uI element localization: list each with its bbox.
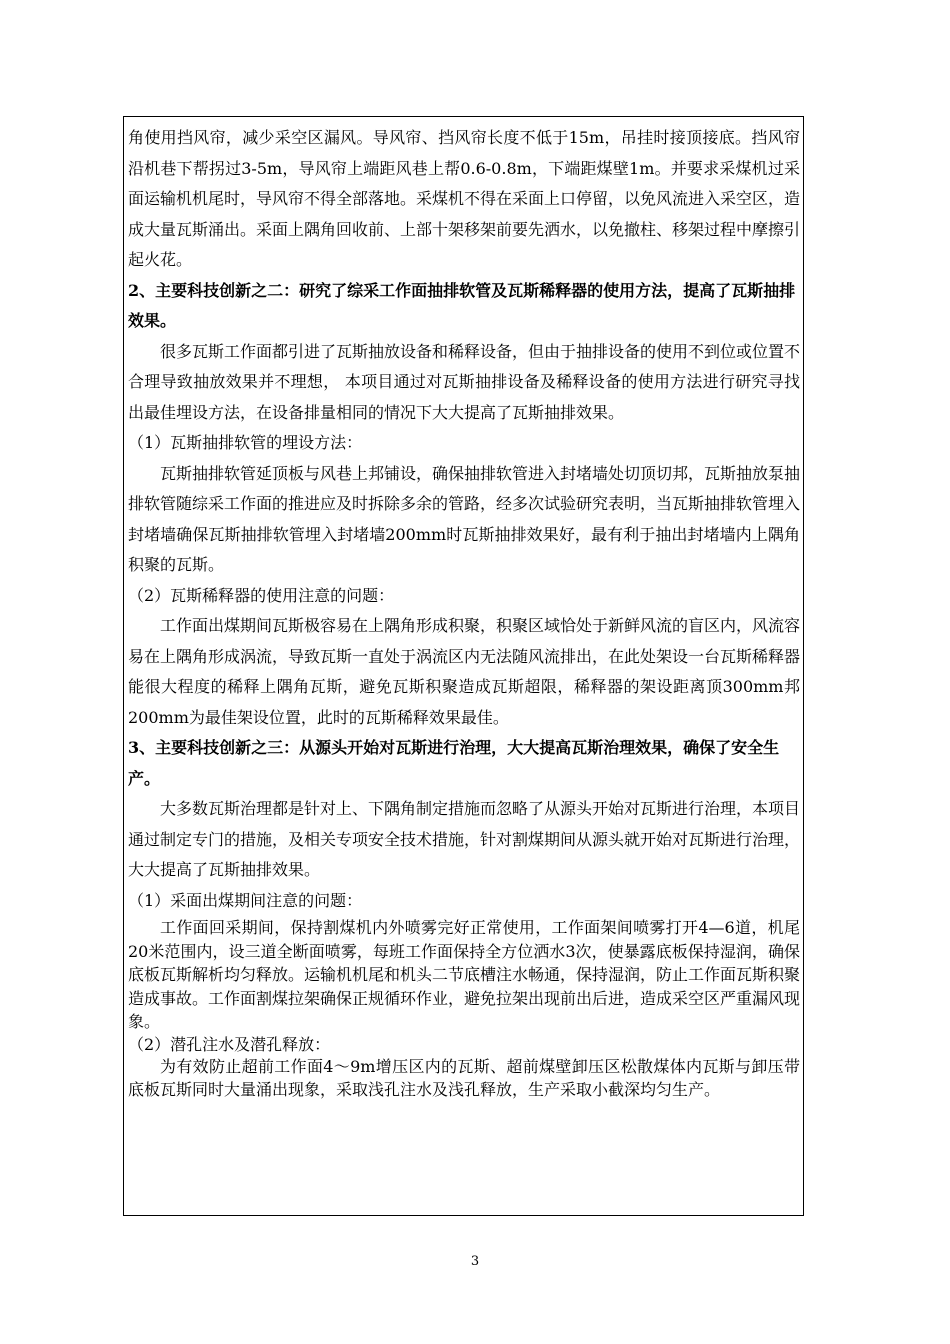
section2-sub1-paragraph: 瓦斯抽排软管延顶板与风巷上邦铺设，确保抽排软管进入封堵墙处切顶切邦，瓦斯抽放泵抽排软管随综采工作面的推进应及时拆除多余的管路，经多次试验研究表明，当瓦斯抽排软管埋入封堵墙确保瓦斯抽排软管埋入封堵墙200mm时瓦斯抽排效果好，最有利于抽出封堵墙内上隅角积聚的瓦斯。 <box>128 463 801 574</box>
document-body <box>128 123 800 1101</box>
page-number: 3 <box>470 1254 480 1269</box>
section2-sub2-title: （2）瓦斯稀释器的使用注意的问题： <box>128 585 395 605</box>
intro-paragraph: 角使用挡风帘，减少采空区漏风。导风帘、挡风帘长度不低于15m，吊挂时接顶接底。挡风帘沿机巷下帮拐过3-5m，导风帘上端距风巷上帮0.6-0.8m，下端距煤壁1m。并要求采煤机过采面运输机机尾时，导风帘不得全部落地。采煤机不得在采面上口停留，以免风流进入采空区，造成大量瓦斯涌出。采面上隅角回收前、上部十架移架前要先洒水，以免撤柱、移架过程中摩擦引起火花。 <box>128 128 801 269</box>
section2-paragraph: 很多瓦斯工作面都引进了瓦斯抽放设备和稀释设备，但由于抽排设备的使用不到位或位置不合理导致抽放效果并不理想， 本项目通过对瓦斯抽排设备及稀释设备的使用方法进行研究寻找出最佳埋设方法，在设备排量相同的情况下大大提高了瓦斯抽排效果。 <box>128 341 801 422</box>
section3-sub2-title: （2）潜孔注水及潜孔释放： <box>128 1034 331 1054</box>
section3-paragraph: 大多数瓦斯治理都是针对上、下隅角制定措施而忽略了从源头开始对瓦斯进行治理，本项目通过制定专门的措施，及相关专项安全技术措施，针对割煤期间从源头就开始对瓦斯进行治理，大大提高了瓦斯抽排效果。 <box>128 799 801 879</box>
section3-sub1-title: （1）采面出煤期间注意的问题： <box>128 890 363 910</box>
section3-heading: 3、主要科技创新之三：从源头开始对瓦斯进行治理，大大提高瓦斯治理效果，确保了安全生产。 <box>128 738 780 788</box>
section3-sub2-paragraph: 为有效防止超前工作面4～9m增压区内的瓦斯、超前煤壁卸压区松散煤体内瓦斯与卸压带底板瓦斯同时大量涌出现象，采取浅孔注水及浅孔释放，生产采取小截深均匀生产。 <box>128 1057 800 1099</box>
section2-sub2-paragraph: 工作面出煤期间瓦斯极容易在上隅角形成积聚，积聚区域恰处于新鲜风流的盲区内，风流容易在上隅角形成涡流，导致瓦斯一直处于涡流区内无法随风流排出，在此处架设一台瓦斯稀释器能很大程度的稀释上隅角瓦斯，避免瓦斯积聚造成瓦斯超限，稀释器的架设距离顶300mm邦200mm为最佳架设位置，此时的瓦斯稀释效果最佳。 <box>128 616 801 727</box>
section3-sub1-paragraph: 工作面回采期间，保持割煤机内外喷雾完好正常使用，工作面架间喷雾打开4—6道，机尾20米范围内，设三道全断面喷雾，每班工作面保持全方位洒水3次，使暴露底板保持湿润，确保底板瓦斯解析均匀释放。运输机机尾和机头二节底槽注水畅通，保持湿润，防止工作面瓦斯积聚造成事故。工作面割煤拉架确保正规循环作业，避免拉架出现前出后进，造成采空区严重漏风现象。 <box>128 918 801 1031</box>
section2-sub1-title: （1）瓦斯抽排软管的埋设方法： <box>128 433 363 452</box>
section2-heading: 2、主要科技创新之二：研究了综采工作面抽排软管及瓦斯稀释器的使用方法，提高了瓦斯抽排效果。 <box>128 280 796 330</box>
